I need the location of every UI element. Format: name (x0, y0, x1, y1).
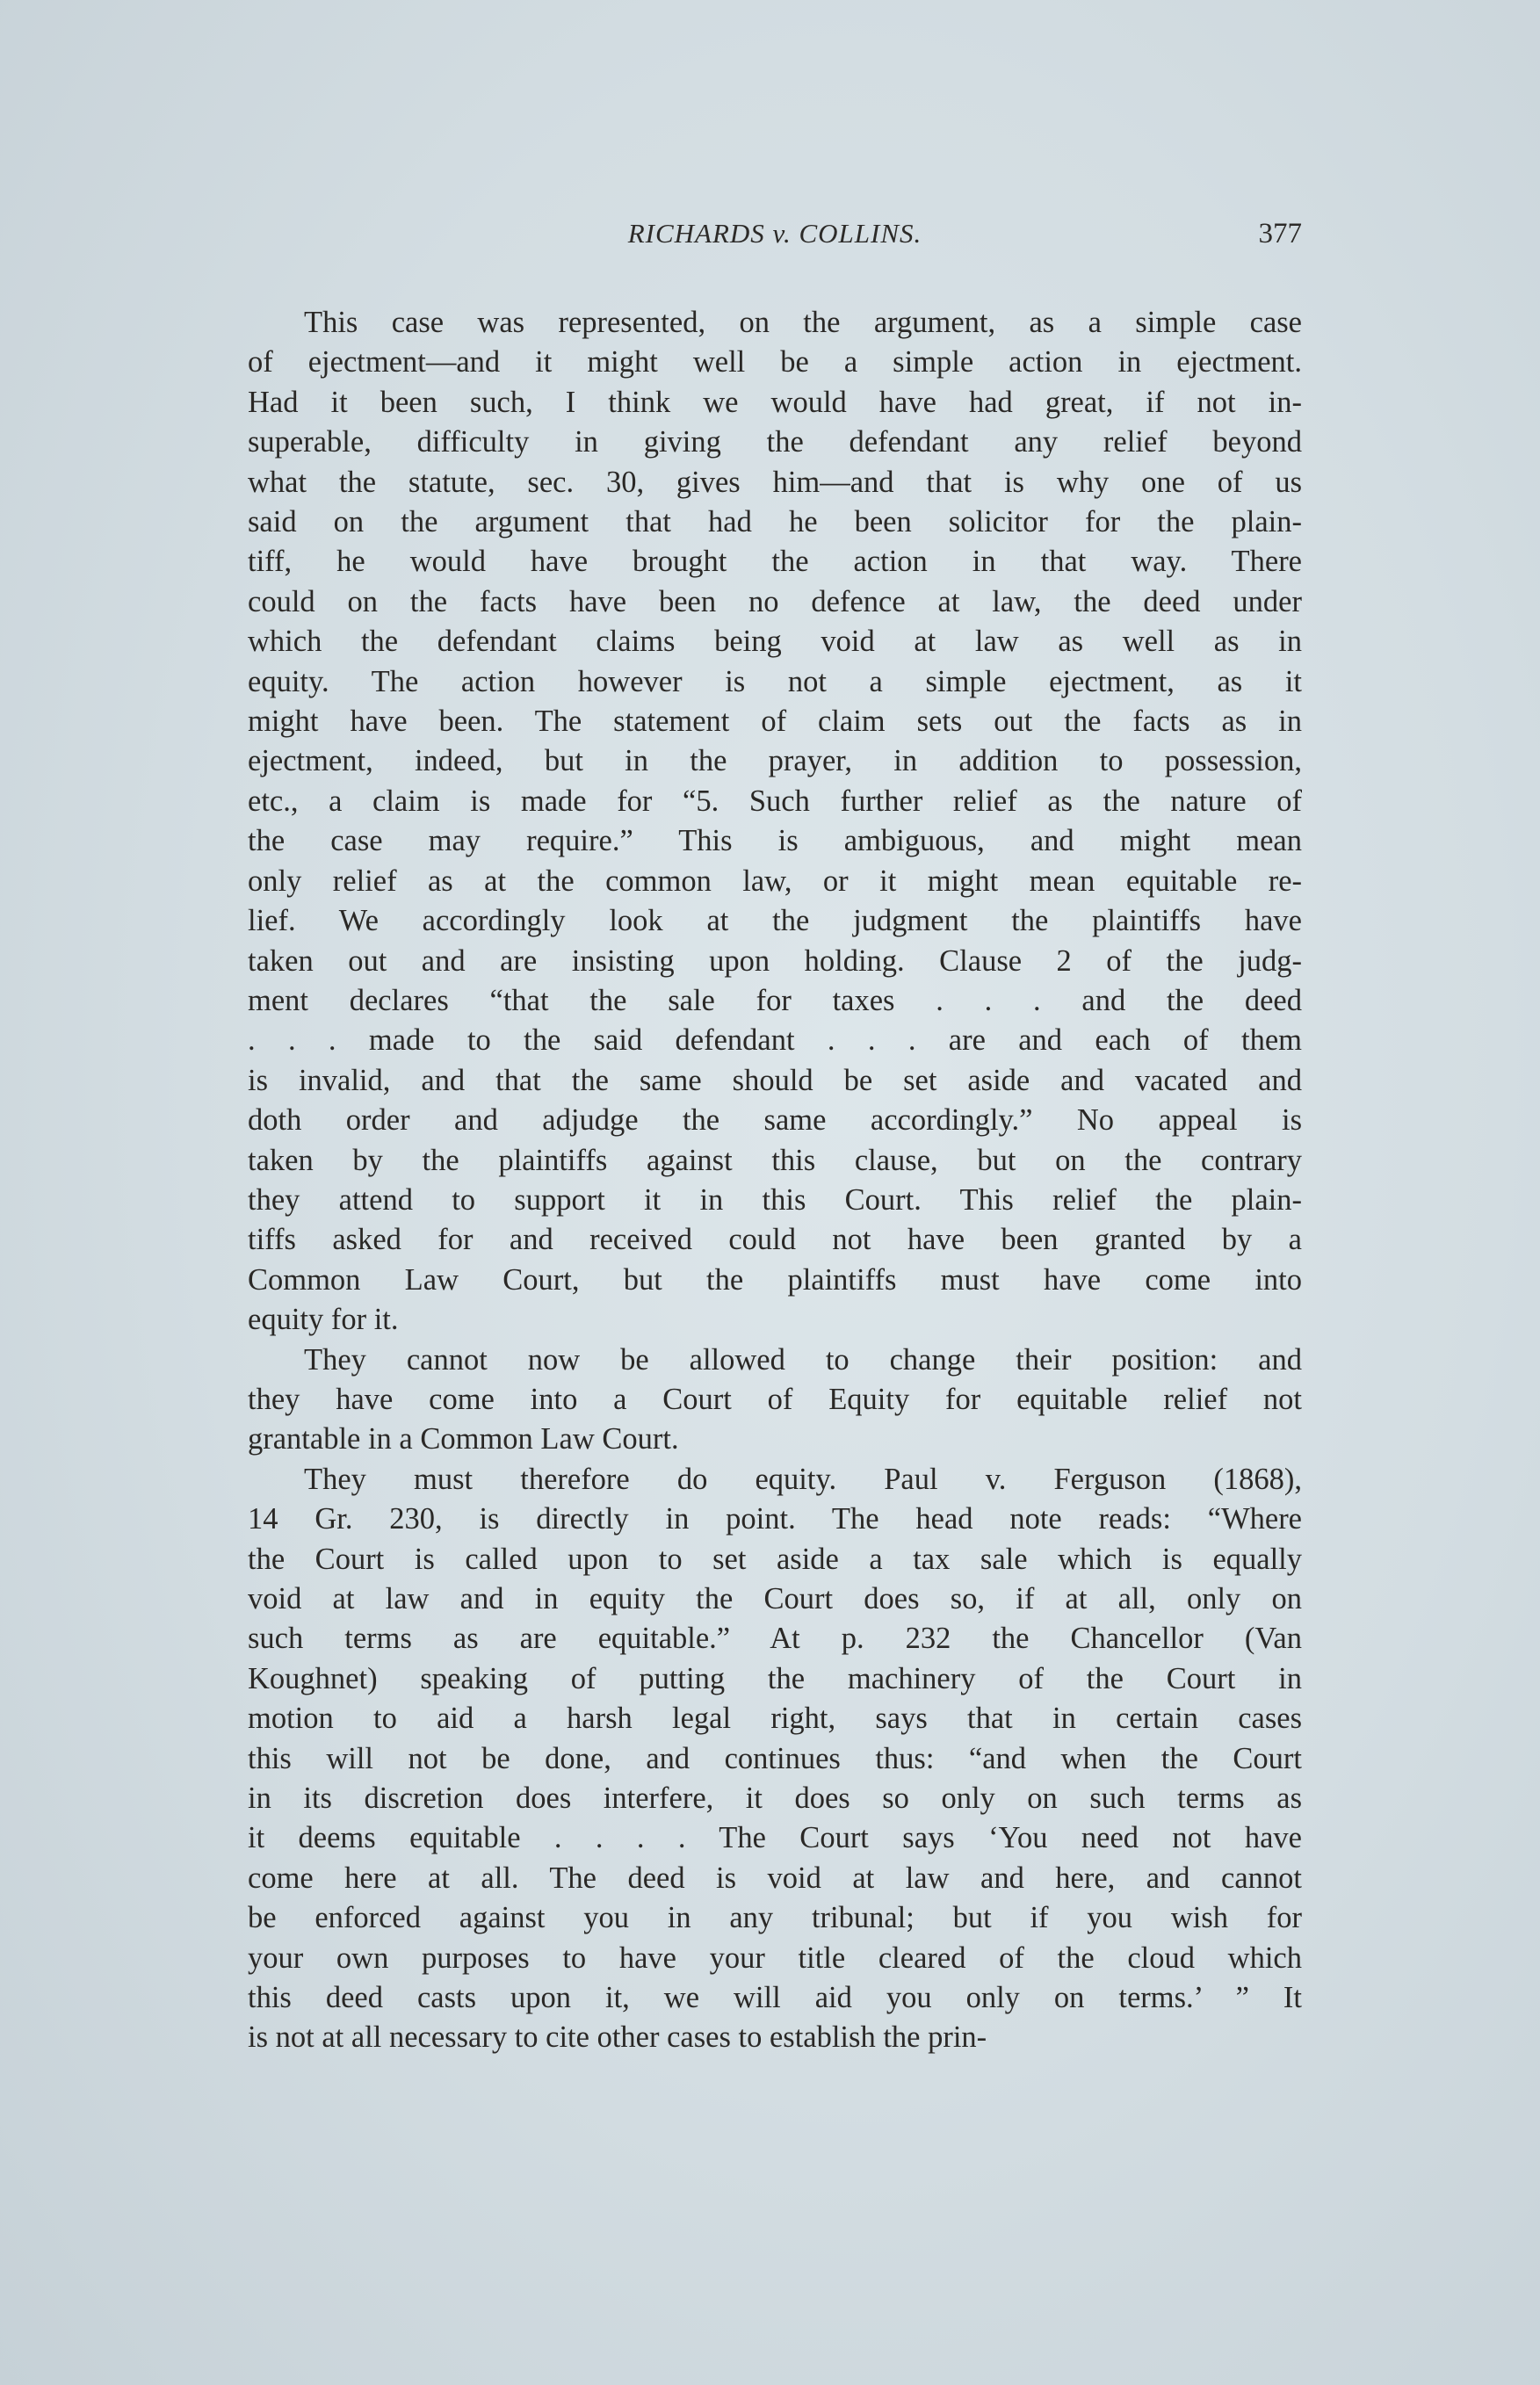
page-number: 377 (1258, 218, 1302, 249)
text-line: come here at all. The deed is void at law and here, and cannot (248, 1861, 1302, 1895)
text-line: of ejectment—and it might well be a simple action in ejectment. (248, 345, 1302, 379)
text-line: taken out and are insisting upon holding. Clause 2 of the judg- (248, 943, 1302, 978)
text-line: equity for it. (248, 1303, 399, 1337)
text-line: void at law and in equity the Court does so, if at all, only on (248, 1582, 1302, 1615)
text-line: which the defendant claims being void at law as well as in (248, 625, 1302, 659)
text-line: said on the argument that had he been solicitor for the plain- (248, 505, 1302, 539)
text-line: lief. We accordingly look at the judgment the plaintiffs have (248, 904, 1302, 938)
text-line: this deed casts upon it, we will aid you only on terms.’ ” It (248, 1981, 1302, 2015)
text-line: They cannot now be allowed to change their position: and (304, 1342, 1302, 1377)
text-line: Koughnet) speaking of putting the machinery of the Court in (248, 1661, 1302, 1695)
text-line: ment declares “that the sale for taxes . . . and the deed (248, 983, 1302, 1017)
text-line: doth order and adjudge the same accordingly.” No appeal is (248, 1103, 1302, 1138)
text-line: tiffs asked for and received could not have been granted by a (248, 1223, 1302, 1257)
text-line: is not at all necessary to cite other cases to establish the prin- (248, 2020, 987, 2055)
text-line: Had it been such, I think we would have had great, if not in- (248, 385, 1302, 419)
text-line: Common Law Court, but the plaintiffs must have come into (248, 1262, 1302, 1297)
text-line: such terms as are equitable.” At p. 232 the Chancellor (Van (248, 1622, 1302, 1656)
text-line: ejectment, indeed, but in the prayer, in addition to possession, (248, 744, 1302, 778)
text-line: . . . made to the said defendant . . . are and each of them (248, 1023, 1302, 1058)
text-line: the Court is called upon to set aside a tax sale which is equally (248, 1542, 1302, 1576)
text-line: it deems equitable . . . . The Court says ‘You need not have (248, 1821, 1302, 1855)
text-line: what the statute, sec. 30, gives him—and that is why one of us (248, 465, 1302, 499)
text-line: superable, difficulty in giving the defendant any relief beyond (248, 425, 1302, 459)
text-line: they have come into a Court of Equity for equitable relief not (248, 1382, 1302, 1416)
text-line: might have been. The statement of claim sets out the facts as in (248, 705, 1302, 739)
body-text (248, 303, 1302, 2058)
running-head: RICHARDS v. COLLINS. (627, 218, 922, 249)
text-line: tiff, he would have brought the action in that way. There (248, 545, 1302, 579)
text-line: this will not be done, and continues thus: “and when the Court (248, 1741, 1302, 1775)
text-line: is invalid, and that the same should be set aside and vacated and (248, 1063, 1302, 1097)
text-line: They must therefore do equity. Paul v. Ferguson (1868), (304, 1462, 1302, 1496)
text-line: your own purposes to have your title cleared of the cloud which (248, 1941, 1302, 1975)
page-header (248, 218, 1302, 271)
text-line: etc., a claim is made for “5. Such further relief as the nature of (248, 784, 1302, 818)
text-line: they attend to support it in this Court. This relief the plain- (248, 1182, 1302, 1217)
text-line: 14 Gr. 230, is directly in point. The head note reads: “Where (248, 1502, 1302, 1536)
paragraph (248, 1460, 1302, 2058)
text-line: equity. The action however is not a simple ejectment, as it (248, 664, 1302, 698)
text-line: This case was represented, on the argument, as a simple case (304, 306, 1302, 339)
paragraph (248, 303, 1302, 1341)
text-line: grantable in a Common Law Court. (248, 1422, 679, 1456)
text-line: could on the facts have been no defence at law, the deed under (248, 584, 1302, 618)
text-line: in its discretion does interfere, it does so only on such terms as (248, 1782, 1302, 1816)
text-line: taken by the plaintiffs against this clause, but on the contrary (248, 1143, 1302, 1177)
text-line: motion to aid a harsh legal right, says that in certain cases (248, 1702, 1302, 1736)
text-line: the case may require.” This is ambiguous, and might mean (248, 824, 1302, 858)
paragraph (248, 1341, 1302, 1460)
text-line: only relief as at the common law, or it might mean equitable re- (248, 864, 1302, 898)
text-line: be enforced against you in any tribunal; but if you wish for (248, 1901, 1302, 1935)
